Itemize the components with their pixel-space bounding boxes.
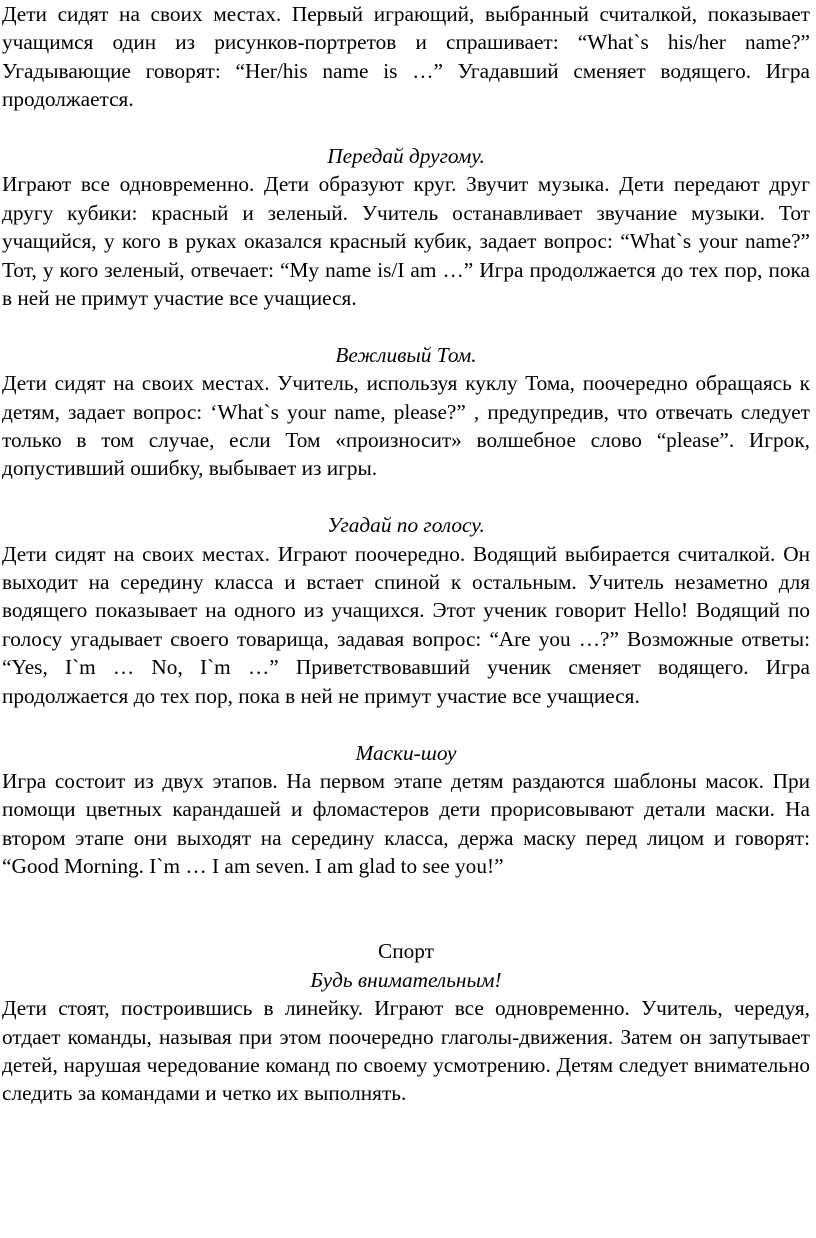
spacer (2, 312, 810, 340)
section-body-guess-by-voice: Дети сидят на своих местах. Играют поочередно. Водящий выбирается считалкой. Он выходит на середину класса и встает спиной к остальным. Учитель незаметно для водящего показывает на одного из учащихся. Этот ученик говорит Hello! Водящий по голосу угадывает своего товарища, задавая вопрос: “Are you …?” Возможные ответы: “Yes, I`m … No, I`m …” Приветствовавший ученик сменяет водящего. Игра продолжается до тех пор, пока в ней не примут участие все учащиеся. (2, 541, 810, 708)
section-title-be-attentive: Будь внимательным! (310, 967, 502, 992)
section-title-polite-tom: Вежливый Том. (335, 342, 477, 367)
section-body-be-attentive: Дети стоят, построившись в линейку. Играют все одновременно. Учитель, чередуя, отдает команды, называя при этом поочередно глаголы-движения. Затем он запутывает детей, нарушая чередование команд по своему усмотрению. Детям следует внимательно следить за командами и четко их выполнять. (2, 996, 810, 1106)
section-title-pass-on: Передай другому. (327, 144, 485, 169)
sport-heading: Спорт (378, 939, 434, 964)
section-body-mask-show: Игра состоит из двух этапов. На первом этапе детям раздаются шаблоны масок. При помощи цветных карандашей и фломастеров дети прорисовывают детали маски. На втором этапе они выходят на середину класса, держа маску перед лицом и говорят: “Good Morning. I`m … I am seven. I am glad to see you!” (2, 768, 810, 879)
intro-paragraph: Дети сидят на своих местах. Первый играющий, выбранный считалкой, показывает учащимся один из рисунков-портретов и спрашивает: “What`s his/her name?” Угадывающие говорят: “Her/his name is …” Угадавший сменяет водящего. Игра продолжается. (2, 2, 810, 112)
spacer (2, 710, 810, 738)
section-body-polite-tom: Дети сидят на своих местах. Учитель, используя куклу Тома, поочередно обращаясь к детям, задает вопрос: ‘What`s your name, please?” , предупредив, что отвечать следует только в том случае, если Том «произносит» волшебное слово “please”. Игрок, допустивший ошибку, выбывает из игры. (2, 371, 810, 481)
spacer (2, 114, 810, 142)
section-title-mask-show: Маски-шоу (355, 740, 457, 765)
spacer (2, 881, 810, 938)
spacer (2, 483, 810, 511)
section-title-guess-by-voice: Угадай по голосу. (327, 513, 485, 538)
section-body-pass-on: Играют все одновременно. Дети образуют круг. Звучит музыка. Дети передают друг другу кубики: красный и зеленый. Учитель останавливает звучание музыки. Тот учащийся, у кого в руках оказался красный кубик, задает вопрос: “What`s your name?” Тот, у кого зеленый, отвечает: “My name is/I am …” Игра продолжается до тех пор, пока в ней не примут участие все учащиеся. (2, 172, 810, 311)
